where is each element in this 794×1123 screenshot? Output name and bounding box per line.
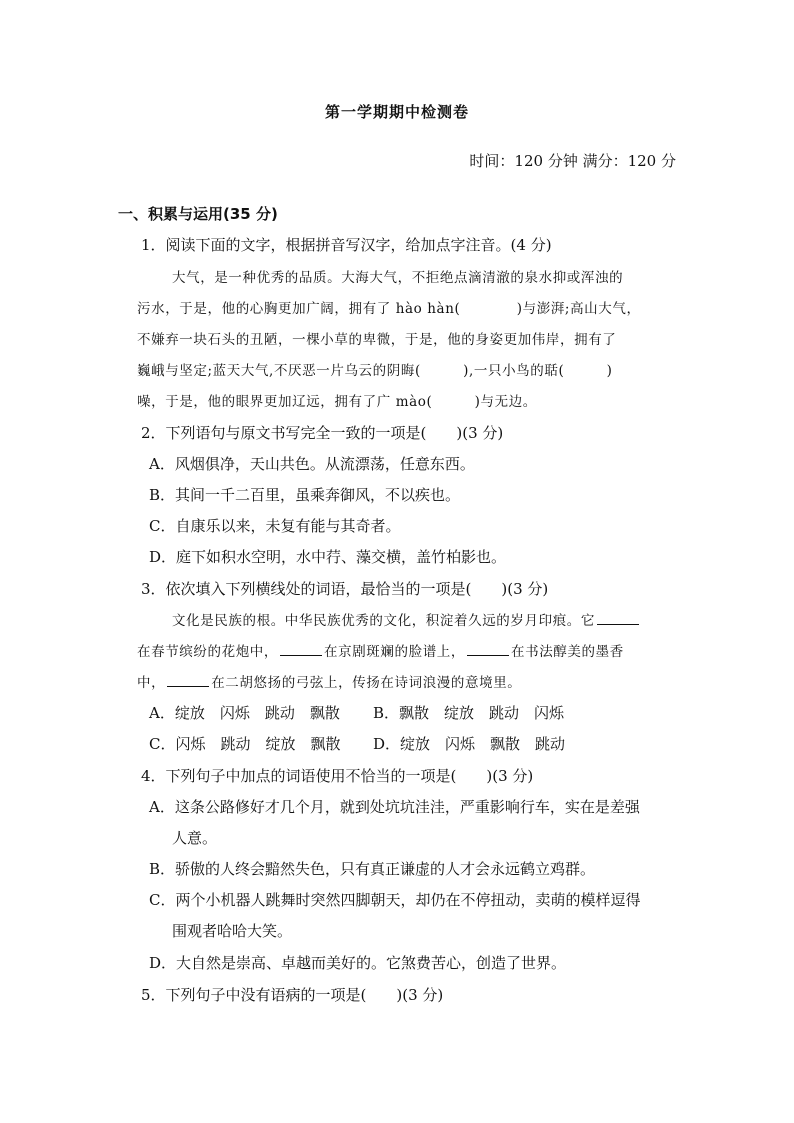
q3-options-row <box>149 733 565 754</box>
q3-options-row <box>149 702 564 723</box>
q1-passage-line: 大气，是一种优秀的品质。大海大气，不拒绝点滴清澈的泉水抑或浑浊的 <box>172 270 624 286</box>
question-1-stem: 1．阅读下面的文字，根据拼音写汉字，给加点字注音。(4 分) <box>141 236 552 254</box>
fill-blank <box>280 643 322 656</box>
q3-text: 中， <box>137 675 166 691</box>
time-score-info: 时间：120 分钟 满分：120 分 <box>469 152 676 170</box>
q3-text: 在二胡悠扬的弓弦上，传扬在诗词浪漫的意境里。 <box>211 675 522 691</box>
section-heading: 一、积累与运用(35 分) <box>118 205 278 223</box>
q1-passage-line: 不嫌弃一块石头的丑陋，一棵小草的卑微，于是，他的身姿更加伟岸，拥有了 <box>137 332 617 348</box>
fill-blank <box>167 674 209 687</box>
question-2-stem: 2．下列语句与原文书写完全一致的一项是( )(3 分) <box>141 424 504 442</box>
q4-option-d: D．大自然是崇高、卓越而美好的。它煞费苦心，创造了世界。 <box>149 954 567 972</box>
page-title: 第一学期期中检测卷 <box>324 103 469 121</box>
fill-blank <box>597 612 639 625</box>
q1-passage-line: 污水，于是，他的心胸更加广阔，拥有了 hào hàn( )与澎湃;高山大气， <box>137 301 641 317</box>
q2-option-c: C．自康乐以来，未复有能与其奇者。 <box>149 517 401 535</box>
q3-text: 文化是民族的根。中华民族优秀的文化，积淀着久远的岁月印痕。它 <box>172 613 595 629</box>
q3-option-d: D．绽放 闪烁 飘散 跳动 <box>373 735 566 753</box>
q3-option-b: B．飘散 绽放 跳动 闪烁 <box>373 704 565 722</box>
q2-option-d: D．庭下如积水空明，水中荇、藻交横，盖竹柏影也。 <box>149 548 507 566</box>
q3-option-a: A．绽放 闪烁 跳动 飘散 <box>149 704 340 722</box>
fill-blank <box>467 643 509 656</box>
q4-option-a-cont: 人意。 <box>172 829 218 847</box>
q1-passage-line: 巍峨与坚定;蓝天大气,不厌恶一片乌云的阴晦( ),一只小鸟的聒( ) <box>137 363 613 379</box>
q3-passage-line <box>137 640 624 660</box>
q2-option-a: A．风烟俱净，天山共色。从流漂荡，任意东西。 <box>149 455 475 473</box>
q4-option-a: A．这条公路修好才几个月，就到处坑坑洼洼，严重影响行车，实在是差强 <box>149 798 640 816</box>
q3-passage-line <box>172 609 641 629</box>
q4-option-b: B．骄傲的人终会黯然失色，只有真正谦虚的人才会永远鹤立鸡群。 <box>149 860 596 878</box>
q2-option-b: B．其间一千二百里，虽乘奔御风，不以疾也。 <box>149 486 461 504</box>
q4-option-c-cont: 围观者哈哈大笑。 <box>172 922 293 940</box>
q3-text: 在春节缤纷的花炮中， <box>137 644 278 660</box>
question-4-stem: 4．下列句子中加点的词语使用不恰当的一项是( )(3 分) <box>141 767 534 785</box>
q3-option-c: C．闪烁 跳动 绽放 飘散 <box>149 735 341 753</box>
question-5-stem: 5．下列句子中没有语病的一项是( )(3 分) <box>141 986 444 1004</box>
q3-passage-line <box>137 671 521 691</box>
q3-text: 在书法醇美的墨香 <box>511 644 624 660</box>
question-3-stem: 3．依次填入下列横线处的词语，最恰当的一项是( )(3 分) <box>141 580 549 598</box>
q3-text: 在京剧斑斓的脸谱上， <box>324 644 465 660</box>
q1-passage-line: 噪，于是，他的眼界更加辽远，拥有了广 mào( )与无边。 <box>137 394 537 410</box>
q4-option-c: C．两个小机器人跳舞时突然四脚朝天，却仍在不停扭动，卖萌的模样逗得 <box>149 891 641 909</box>
